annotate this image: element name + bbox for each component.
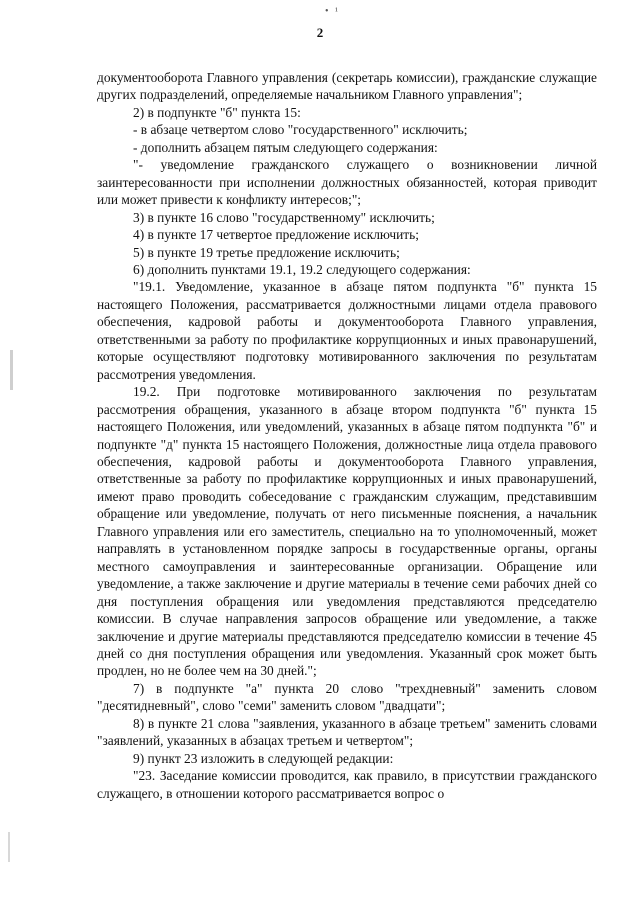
paragraph-item-2: 2) в подпункте "б" пункта 15:: [133, 104, 301, 120]
paragraph-item-5: 5) в пункте 19 третье предложение исключить;: [133, 244, 400, 260]
paragraph-item-9: 9) пункт 23 изложить в следующей редакции:: [133, 750, 394, 766]
paragraph-23: "23. Заседание комиссии проводится, как правило, в присутствии гражданского служащего, в отношении которого рассматривается вопрос о: [97, 768, 597, 801]
margin-scan-mark: [10, 350, 13, 390]
paragraph-item-6: 6) дополнить пунктами 19.1, 19.2 следующего содержания:: [133, 261, 471, 277]
paragraph-item-8: 8) в пункте 21 слова "заявления, указанного в абзаце третьем" заменить словами "заявлений, указанных в абзацах третьем и четвертом";: [97, 715, 597, 749]
margin-scan-mark: [8, 832, 10, 862]
document-body: [97, 69, 597, 802]
paragraph-19-2: 19.2. При подготовке мотивированного заключения по результатам рассмотрения обращения, указанного в абзаце втором подпункта "б" пункта 15 настоящего Положения, или уведомлений, указанных в абзаце пятом подпункта "б" и подпункте "д" пункта 15 настоящего Положения, должностные лица отдела правового обеспечения, кадровой работы и документооборота Главного управления, ответственные за работу по профилактике коррупционных и иных правонарушений, имеют право проводить собеседование с гражданским служащим, представившим обращение или уведомление, получать от него письменные пояснения, а начальник Главного управления или его заместитель, специально на то уполномоченный, может направлять в установленном порядке запросы в государственные органы, органы местного самоуправления и заинтересованные организации. Обращение или уведомление, а также заключение и другие материалы в течение семи рабочих дней со дня поступления обращения или уведомления представляются председателю комиссии. В случае направления запросов обращение или уведомление, а также заключение и другие материалы представляются председателю комиссии в течение 45 дней со дня поступления обращения или уведомления. Указанный срок может быть продлен, но не более чем на 30 дней.";: [97, 384, 597, 679]
paragraph-item-7: 7) в подпункте "а" пункта 20 слово "трехдневный" заменить словом "десятидневный", слово "семи" заменить словом "двадцати";: [97, 680, 597, 714]
paragraph-item-3: 3) в пункте 16 слово "государственному" исключить;: [133, 209, 435, 225]
page-number: 2: [316, 25, 324, 40]
paragraph-item-2-b: - дополнить абзацем пятым следующего содержания:: [133, 139, 438, 155]
paragraph-quote: "- уведомление гражданского служащего о возникновении личной заинтересованности при исполнении должностных обязанностей, которая приводит или может привести к конфликту интересов;";: [97, 157, 597, 208]
paragraph-item-2-a: - в абзаце четвертом слово "государственного" исключить;: [133, 122, 468, 138]
paragraph-item-4: 4) в пункте 17 четвертое предложение исключить;: [133, 227, 419, 243]
paragraph-continuation: документооборота Главного управления (секретарь комиссии), гражданские служащие других подразделений, определяемые начальником Главного управления";: [97, 70, 597, 103]
scan-artifact: • ¹: [325, 6, 340, 17]
paragraph-19-1: "19.1. Уведомление, указанное в абзаце пятом подпункта "б" пункта 15 настоящего Положения, рассматривается должностными лицами отдела правового обеспечения, кадровой работы и документооборота Главного управления, ответственными за работу по профилактике коррупционных и иных правонарушений, которые осуществляют подготовку мотивированного заключения по результатам рассмотрения уведомления.: [97, 279, 597, 382]
